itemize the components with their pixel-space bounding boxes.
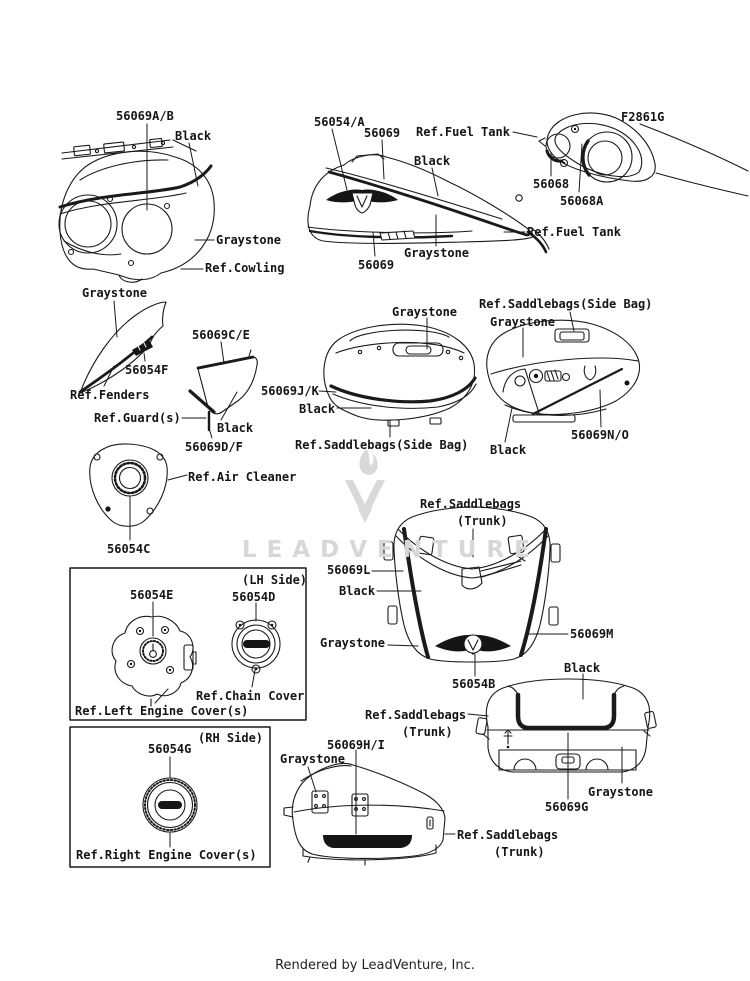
label-trunk-lid-graystone: Graystone <box>320 636 386 650</box>
label-console-part-56068a: 56068A <box>560 194 604 208</box>
label-saddlebag-left-part: 56069J/K <box>261 384 319 398</box>
air-cleaner-drawing <box>90 444 167 526</box>
label-trunk-side-graystone: Graystone <box>280 752 346 766</box>
label-diagram-code: F2861G <box>621 110 665 124</box>
label-ref-saddlebags-trunk-lid-line1: Ref.Saddlebags <box>420 497 522 511</box>
trunk-lid-drawing <box>384 507 560 662</box>
label-cowling-graystone: Graystone <box>216 233 282 247</box>
label-tank-emblem-part: 56054/A <box>314 115 365 129</box>
label-chain-cover-part: 56054D <box>232 590 276 604</box>
label-ref-left-engine-covers: Ref.Left Engine Cover(s) <box>75 704 249 718</box>
label-trunk-lid-black: Black <box>339 584 376 598</box>
label-cowling-black: Black <box>175 129 212 143</box>
label-trunk-lid-part-left: 56069L <box>327 563 371 577</box>
label-trunk-base-black: Black <box>564 661 601 675</box>
label-saddlebag-left-graystone: Graystone <box>392 305 458 319</box>
label-ref-saddlebags-trunk-lid-line2: (Trunk) <box>457 514 508 528</box>
label-trunk-base-graystone: Graystone <box>588 785 654 799</box>
label-saddlebag-right-black: Black <box>490 443 527 457</box>
right-engine-cover-drawing <box>143 778 197 832</box>
label-ref-guards: Ref.Guard(s) <box>94 411 181 425</box>
label-right-cover-part: 56054G <box>148 742 192 756</box>
fuel-tank-drawing <box>308 154 549 252</box>
label-tank-stripe-top-part: 56069 <box>364 126 401 140</box>
label-trunk-side-part: 56069H/I <box>327 738 385 752</box>
label-cowling-part: 56069A/B <box>116 109 174 123</box>
tank-console-drawing <box>539 113 748 196</box>
label-trunk-lid-emblem-part: 56054B <box>452 677 496 691</box>
label-trunk-base-part: 56069G <box>545 800 589 814</box>
label-ref-fuel-tank-top: Ref.Fuel Tank <box>416 125 510 139</box>
front-fender-drawing <box>80 302 169 393</box>
label-saddlebag-right-part: 56069N/O <box>571 428 629 442</box>
chain-cover-drawing <box>232 620 280 673</box>
label-tank-stripe-bottom-part: 56069 <box>358 258 395 272</box>
label-guard-part-lower: 56069D/F <box>185 440 243 454</box>
label-air-cleaner-part: 56054C <box>107 542 151 556</box>
leadventure-logo-watermark <box>345 449 385 523</box>
label-guard-black: Black <box>217 421 254 435</box>
saddlebag-left-drawing <box>324 324 476 426</box>
trunk-base-drawing <box>476 679 657 772</box>
label-ref-air-cleaner: Ref.Air Cleaner <box>188 470 297 484</box>
label-ref-saddlebags-trunk-base-line2: (Trunk) <box>402 725 453 739</box>
leadventure-watermark-text: LEADVENTURE <box>242 537 540 563</box>
label-ref-saddlebags-side-right: Ref.Saddlebags(Side Bag) <box>479 297 653 311</box>
label-ref-saddlebags-trunk-side-line1: Ref.Saddlebags <box>457 828 559 842</box>
cowling-drawing <box>59 138 214 282</box>
label-ref-saddlebags-trunk-side-line2: (Trunk) <box>494 845 545 859</box>
label-tank-graystone: Graystone <box>404 246 470 260</box>
label-trunk-lid-part-right: 56069M <box>570 627 614 641</box>
trunk-side-drawing <box>284 763 445 865</box>
label-ref-cowling: Ref.Cowling <box>205 261 285 275</box>
label-console-part-56068: 56068 <box>533 177 570 191</box>
label-ref-saddlebags-side-left: Ref.Saddlebags(Side Bag) <box>295 438 469 452</box>
label-saddlebag-left-black: Black <box>299 402 336 416</box>
label-rh-side-title: (RH Side) <box>198 731 264 745</box>
label-ref-fuel-tank-side: Ref.Fuel Tank <box>527 225 621 239</box>
saddlebag-right-drawing <box>487 320 640 422</box>
label-ref-right-engine-covers: Ref.Right Engine Cover(s) <box>76 848 257 862</box>
label-ref-saddlebags-trunk-base-line1: Ref.Saddlebags <box>365 708 467 722</box>
label-ref-chain-cover: Ref.Chain Cover <box>196 689 305 703</box>
label-tank-black: Black <box>414 154 451 168</box>
label-fender-part: 56054F <box>125 363 169 377</box>
label-lh-side-title: (LH Side) <box>242 573 308 587</box>
footer-credit: Rendered by LeadVenture, Inc. <box>275 958 475 973</box>
label-guard-part-upper: 56069C/E <box>192 328 250 342</box>
label-saddlebag-right-graystone: Graystone <box>490 315 556 329</box>
label-ref-fenders: Ref.Fenders <box>70 388 150 402</box>
left-engine-cover-drawing <box>112 616 196 706</box>
label-left-cover-part: 56054E <box>130 588 174 602</box>
label-fender-graystone: Graystone <box>82 286 148 300</box>
